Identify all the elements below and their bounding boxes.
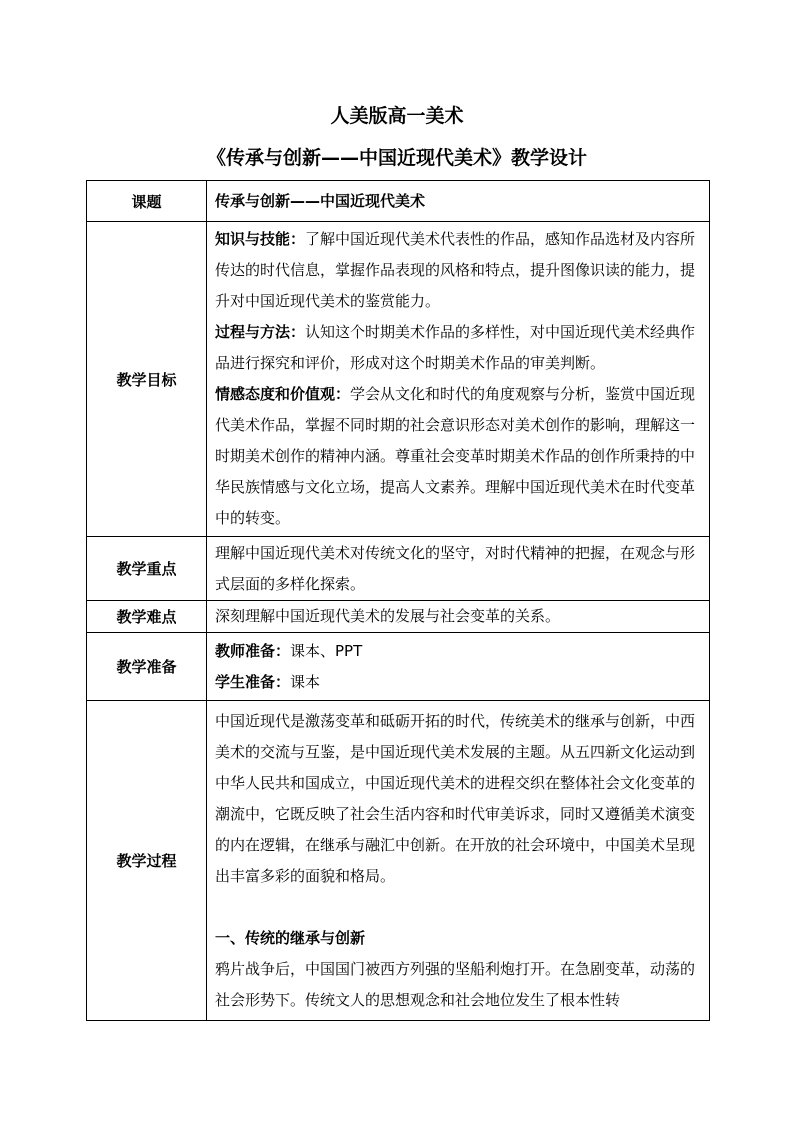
difficulty-value: 深刻理解中国近现代美术的发展与社会变革的关系。 xyxy=(207,601,710,633)
student-prep-heading: 学生准备： xyxy=(215,672,291,691)
process-intro: 中国近现代是激荡变革和砥砺开拓的时代，传统美术的继承与创新，中西美术的交流与互鉴，是中国近现代美术发展的主题。从五四新文化运动到中华人民共和国成立，中国近现代美术的进程交织在整体社会文化变革的潮流中，它既反映了社会生活内容和时代审美诉求，同时又遵循美术演变的内在逻辑，在继承与融汇中创新。在开放的社会环境中，中国美术呈现出丰富多彩的面貌和格局。 xyxy=(215,711,696,885)
lesson-plan-table xyxy=(86,180,710,1021)
key-point-value: 理解中国近现代美术对传统文化的坚守，对时代精神的把握，在观念与形式层面的多样化探索。 xyxy=(207,537,710,601)
process-heading: 过程与方法： xyxy=(215,323,306,341)
table-row-topic xyxy=(87,181,710,222)
teacher-prep-heading: 教师准备： xyxy=(215,641,291,660)
knowledge-text: 了解中国近现代美术代表性的作品，感知作品选材及内容所传达的时代信息，掌握作品表现的风格和特点，提升图像识读的能力，提升对中国近现代美术的鉴赏能力。 xyxy=(215,230,696,310)
topic-label: 课题 xyxy=(87,181,207,222)
table-row-process xyxy=(87,701,710,1021)
attitude-text: 学会从文化和时代的角度观察与分析，鉴赏中国近现代美术作品，掌握不同时期的社会意识形态对美术创作的影响，理解这一时期美术创作的精神内涵。尊重社会变革时期美术作品的创作所秉持的中华民族情感与文化立场，提高人文素养。理解中国近现代美术在时代变革中的转变。 xyxy=(215,385,696,527)
knowledge-paragraph xyxy=(215,224,703,317)
student-prep-text: 课本 xyxy=(290,672,321,691)
table-row-difficulty xyxy=(87,601,710,633)
student-prep xyxy=(215,667,703,698)
topic-value: 传承与创新——中国近现代美术 xyxy=(207,181,710,222)
page-title: 人美版高一美术 xyxy=(330,105,464,127)
process-content xyxy=(207,701,710,1021)
difficulty-label: 教学难点 xyxy=(87,601,207,633)
preparation-label: 教学准备 xyxy=(87,633,207,701)
page-subtitle: 《传承与创新——中国近现代美术》教学设计 xyxy=(206,147,587,169)
blank-line xyxy=(215,892,703,923)
table-row-key-point xyxy=(87,537,710,601)
goals-label: 教学目标 xyxy=(87,222,207,537)
attitude-paragraph xyxy=(215,379,703,534)
preparation-content xyxy=(207,633,710,701)
process-paragraph xyxy=(215,317,703,379)
process-text: 认知这个时期美术作品的多样性，对中国近现代美术经典作品进行探究和评价，形成对这个时期美术作品的审美判断。 xyxy=(215,323,696,372)
table-row-preparation xyxy=(87,633,710,701)
knowledge-heading: 知识与技能： xyxy=(215,230,306,248)
process-label: 教学过程 xyxy=(87,701,207,1021)
attitude-heading: 情感态度和价值观： xyxy=(215,385,351,403)
teacher-prep xyxy=(215,636,703,667)
teacher-prep-text: 课本、PPT xyxy=(290,641,363,660)
section-1-title: 一、传统的继承与创新 xyxy=(215,928,366,947)
section-1-text: 鸦片战争后，中国国门被西方列强的坚船利炮打开。在急剧变革，动荡的社会形势下。传统文人的思想观念和社会地位发生了根本性转 xyxy=(215,959,696,1009)
table-row-goals xyxy=(87,222,710,537)
key-point-label: 教学重点 xyxy=(87,537,207,601)
goals-content xyxy=(207,222,710,537)
